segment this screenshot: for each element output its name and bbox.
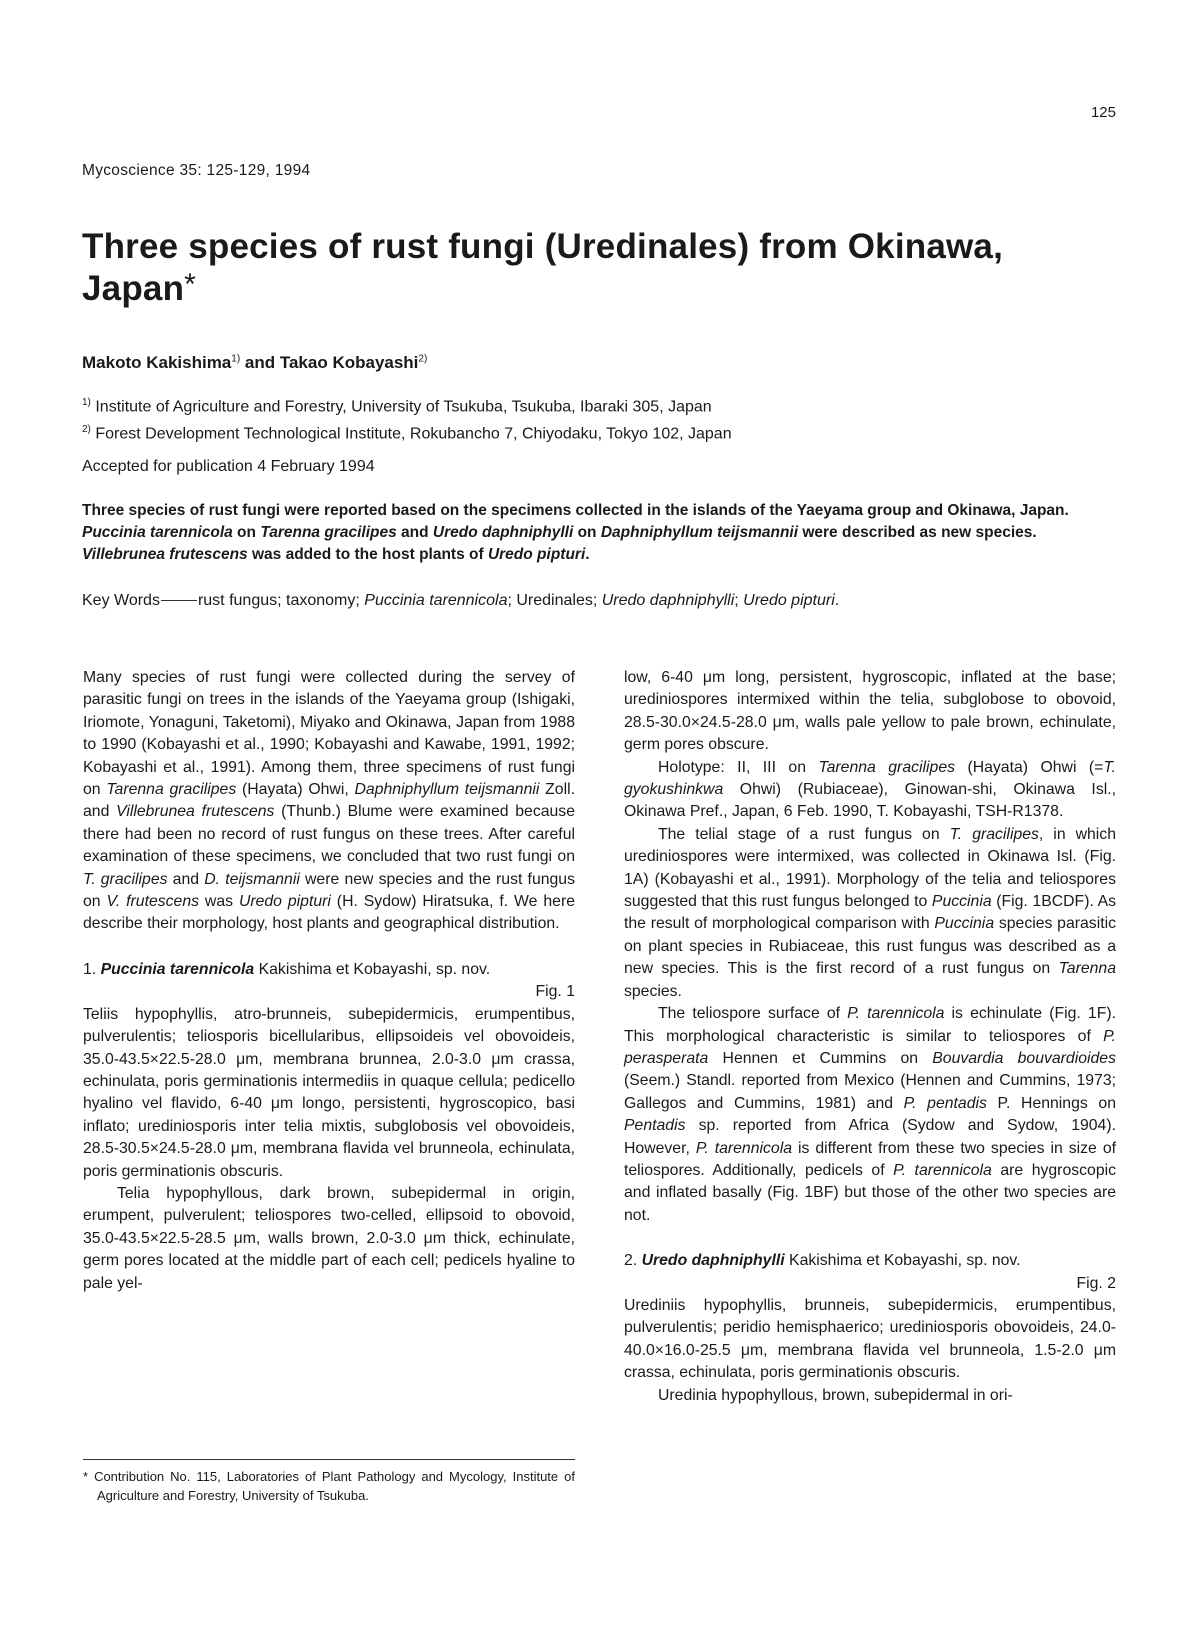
figure-reference xyxy=(83,981,575,1003)
text-run: Villebrunea frutescens xyxy=(82,546,248,563)
text-run: Kakishima et Kobayashi, sp. nov. xyxy=(254,960,491,978)
text-run: Tarenna xyxy=(1058,960,1116,978)
text-run: Uredinia hypophyllous, brown, subepidermal in ori- xyxy=(658,1386,1013,1404)
text-run: Tarenna gracilipes xyxy=(818,758,955,776)
text-run: P. tarennicola xyxy=(847,1005,945,1023)
affiliation-line xyxy=(82,418,732,445)
text-run: is different from these two species in size of teliospores. Additionally, pedicels of xyxy=(624,1139,1116,1179)
text-run: Daphniphyllum teijsmannii xyxy=(600,524,799,541)
paragraph xyxy=(624,667,1116,757)
paragraph xyxy=(624,1295,1116,1385)
text-run: Three species of rust fungi were reported based on the specimens collected in the islands of the Yaeyama group and Okinawa, Japan. xyxy=(82,502,1069,519)
text-run: (Hayata) Ohwi, xyxy=(236,781,355,799)
footnote xyxy=(83,1468,575,1505)
text-run: . xyxy=(834,592,840,609)
paragraph xyxy=(624,824,1116,1003)
figure-reference xyxy=(624,1273,1116,1295)
text-run: (Thunb.) Blume were examined because there had been no record of rust fungus on these trees. After careful examination of these specimens, we concluded that two rust fungi on xyxy=(83,803,575,866)
text-run: P. tarennicola xyxy=(893,1161,992,1179)
text-run: is echinulate (Fig. 1F). This morphological characteristic is similar to teliospores of xyxy=(624,1005,1116,1045)
text-run: Ohwi) (Rubiaceae), Ginowan-shi, Okinawa Isl., Okinawa Pref., Japan, 6 Feb. 1990, T. Kobayashi, TSH-R1378. xyxy=(624,781,1116,821)
text-run: P. Hennings on xyxy=(986,1094,1116,1112)
text-run: (Fig. 1BCDF). As the result of morphological comparison with xyxy=(624,893,1117,933)
text-run: species. xyxy=(624,982,682,1000)
key-words-dash xyxy=(161,600,197,601)
text-run: low, 6-40 μm long, persistent, hygroscopic, inflated at the base; urediniospores intermixed within the telia, subglobose to obovoid, 28.5-30.0×24.5-28.0 μm, walls pale yellow to pale brown, echinulate, germ pores obscure. xyxy=(624,669,1116,754)
text-run: was added to the host plants of xyxy=(247,546,488,563)
text-run: Many species of rust fungi were collected during the servey of parasitic fungi on trees in the islands of the Yaeyama group (Ishigaki, Iriomote, Yonaguni, Taketomi), Miyako and Okinawa, Japan from 1988 to 1990 (Kobayashi et al., 1990; Kobayashi and Kawabe, 1991, 1992; Kobayashi et al., 1991). Among them, three specimens of rust fungi on xyxy=(83,669,575,799)
text-run: Fig. 1 xyxy=(535,983,575,1001)
text-run: on xyxy=(573,524,601,541)
text-run: sp. reported from Africa (Sydow and Sydow, 1904). However, xyxy=(624,1117,1116,1157)
text-run: Fig. 2 xyxy=(1076,1274,1116,1292)
text-run: Telia hypophyllous, dark brown, subepidermal in origin, erumpent, pulverulent; teliospores two-celled, ellipsoid to obovoid, 35.0-43.5×22.5-28.5 μm, walls brown, 2.0-3.0 μm thick, echinulate, germ pores located at the middle part of each cell; pedicels hyaline to pale yel- xyxy=(83,1184,575,1292)
paragraph xyxy=(624,1003,1116,1227)
text-run: Teliis hypophyllis, atro-brunneis, subepidermicis, erumpentibus, pulverulentis; teliosporis bicellularibus, ellipsoideis vel obovoideis, 35.0-43.5×22.5-28.0 μm, membrana brunnea, 2.0-3.0 μm crassa, echinulata, poris germinationis intermediis in quaque cellula; pedicello hyalino vel flavido, 6-40 μm longo, persistenti, hygroscopico, basi inflato; urediniosporis inter telia mixtis, subglobosis vel obovoideis, 28.5-30.5×24.5-28.0 μm, membrana flavida vel brunneola, echinulata, poris germinationis obscuris. xyxy=(83,1005,575,1180)
text-run: and xyxy=(167,870,205,888)
section-heading xyxy=(624,1250,1116,1272)
text-run: Kakishima et Kobayashi, sp. nov. xyxy=(784,1252,1021,1270)
text-run: Urediniis hypophyllis, brunneis, subepidermicis, erumpentibus, pulverulentis; peridio hemisphaerico; urediniosporis obovoideis, 24.0-40.0×16.0-25.5 μm, membrana flavida vel brunneola, 1.5-2.0 μm crassa, echinulata, poris germinationis obscuris. xyxy=(624,1296,1116,1382)
text-run: Puccinia tarennicola xyxy=(100,960,255,978)
text-run: D. teijsmannii xyxy=(204,870,300,888)
text-run: . xyxy=(585,546,590,563)
text-run: Villebrunea frutescens xyxy=(116,803,275,821)
title-footnote-mark: * xyxy=(184,268,197,301)
text-run: (H. Sydow) Hiratsuka, f. We here describe their morphology, host plants and geographical distribution. xyxy=(83,893,575,933)
text-run: ; xyxy=(734,592,744,609)
abstract xyxy=(82,500,1118,566)
paragraph xyxy=(83,667,575,936)
article-title xyxy=(82,226,1122,310)
text-run: and xyxy=(396,524,433,541)
page-number: 125 xyxy=(1090,104,1116,121)
key-words-label: Key Words xyxy=(82,592,160,609)
affiliation-text: Forest Development Technological Institute, Rokubancho 7, Chiyodaku, Tokyo 102, Japan xyxy=(95,425,732,443)
text-run: Puccinia tarennicola xyxy=(82,524,233,541)
article-title-text: Three species of rust fungi (Uredinales) from Okinawa, Japan xyxy=(82,227,1004,308)
text-run: T. gracilipes xyxy=(83,870,168,888)
paragraph xyxy=(83,1183,575,1295)
text-run: Tarenna gracilipes xyxy=(260,524,397,541)
text-run: (Seem.) Standl. reported from Mexico (Hennen and Cummins, 1973; Gallegos and Cummins, 1981) and xyxy=(624,1072,1116,1112)
footnote-rule xyxy=(83,1459,575,1460)
author-name: Takao Kobayashi xyxy=(279,353,419,372)
text-run: rust fungus; taxonomy; xyxy=(197,592,365,609)
text-run: P. pentadis xyxy=(903,1094,987,1112)
paragraph xyxy=(624,1385,1116,1407)
text-run: ; Uredinales; xyxy=(507,592,602,609)
text-run: V. frutescens xyxy=(106,893,200,911)
text-run: Pentadis xyxy=(624,1117,686,1135)
author-affiliation-mark: 2) xyxy=(418,353,428,365)
text-run: Hennen et Cummins on xyxy=(708,1049,933,1067)
journal-citation: Mycoscience 35: 125-129, 1994 xyxy=(82,162,311,179)
text-run: Uredo pipturi xyxy=(487,546,586,563)
footnote-text: * Contribution No. 115, Laboratories of Plant Pathology and Mycology, Institute of Agriculture and Forestry, University of Tsukuba. xyxy=(83,1469,575,1503)
text-run: Uredo daphniphylli xyxy=(432,524,574,541)
text-run: Uredo pipturi xyxy=(743,592,835,609)
text-run: Daphniphyllum teijsmannii xyxy=(354,781,540,799)
author-list xyxy=(82,353,427,373)
affiliations xyxy=(82,391,732,446)
body-column-right xyxy=(624,667,1116,1407)
text-run: on xyxy=(232,524,261,541)
affiliation-line xyxy=(82,391,732,418)
author-conjunction: and xyxy=(240,353,280,372)
text-run: was xyxy=(199,893,239,911)
text-run: T. gracilipes xyxy=(949,825,1039,843)
text-run: 2. xyxy=(624,1252,642,1270)
text-run: were described as new species. xyxy=(798,524,1037,541)
author-name: Makoto Kakishima xyxy=(82,353,232,372)
text-run: (Hayata) Ohwi (= xyxy=(955,758,1104,776)
text-run: Puccinia xyxy=(934,915,995,933)
author-affiliation-mark: 1) xyxy=(231,353,241,365)
affiliation-mark: 1) xyxy=(82,397,91,408)
paragraph xyxy=(83,1004,575,1183)
text-run: T. gyokushinkwa xyxy=(624,758,1116,799)
text-run: P. perasperata xyxy=(624,1027,1116,1067)
text-run: Tarenna gracilipes xyxy=(106,781,237,799)
key-words xyxy=(82,592,839,610)
text-run: Puccinia xyxy=(931,893,992,911)
text-run: Uredo daphniphylli xyxy=(641,1252,785,1270)
text-run: Puccinia tarennicola xyxy=(364,592,508,609)
text-run: Holotype: II, III on xyxy=(658,758,819,776)
key-words-list xyxy=(198,592,839,609)
text-run: The teliospore surface of xyxy=(658,1005,848,1023)
paragraph xyxy=(624,757,1116,824)
section-heading xyxy=(83,959,575,981)
text-run: Uredo daphniphylli xyxy=(601,592,735,609)
text-run: P. tarennicola xyxy=(695,1139,792,1157)
text-run: The telial stage of a rust fungus on xyxy=(658,825,950,843)
text-run: Zoll. and xyxy=(83,781,575,821)
text-run: Uredo pipturi xyxy=(238,893,331,911)
affiliation-mark: 2) xyxy=(82,424,91,436)
text-run: are hygroscopic and inflated basally (Fig. 1BF) but those of the other two species are not. xyxy=(624,1161,1117,1224)
text-run: species parasitic on plant species in Rubiaceae, this rust fungus was described as a new species. This is the first record of a rust fungus on xyxy=(624,915,1117,978)
accepted-date: Accepted for publication 4 February 1994 xyxy=(82,458,375,475)
text-run: were new species and the rust fungus on xyxy=(83,870,575,911)
text-run: Bouvardia bouvardioides xyxy=(932,1049,1116,1067)
body-column-left xyxy=(83,667,575,1295)
text-run: 1. xyxy=(83,960,101,978)
text-run: , in which urediniospores were intermixed, was collected in Okinawa Isl. (Fig. 1A) (Kobayashi et al., 1991). Morphology of the telia and teliospores suggested that this rust fungus belonged to xyxy=(624,825,1116,911)
affiliation-text: Institute of Agriculture and Forestry, University of Tsukuba, Tsukuba, Ibaraki 305, Japan xyxy=(95,398,712,416)
